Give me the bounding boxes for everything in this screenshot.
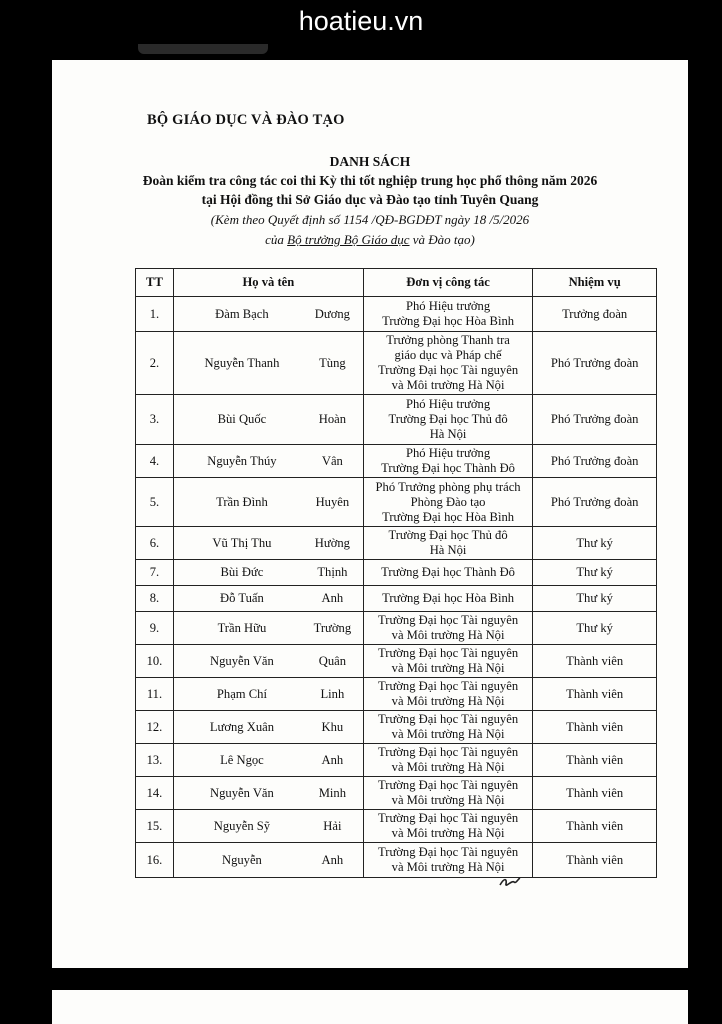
row-role: Trưởng đoàn [533,297,657,332]
name-wrap [176,654,361,669]
row-role: Phó Trưởng đoàn [533,332,657,395]
name-wrap [176,720,361,735]
row-unit [363,744,532,777]
given-name: Trường [313,620,352,635]
row-role: Thư ký [533,586,657,612]
table-row [136,527,657,560]
unit-line: Trường Đại học Tài nguyên [378,363,519,377]
family-name: Trần Hữu [217,620,267,635]
row-name [173,678,363,711]
unit-line: Hà Nội [429,427,467,441]
given-name: Anh [321,752,344,767]
unit-line: và Môi trường Hà Nội [391,826,505,840]
family-name: Trần Đình [216,494,268,509]
table-row [136,395,657,445]
row-name [173,527,363,560]
family-name: Nguyễn Sỹ [213,818,271,833]
given-name: Vân [321,453,343,468]
unit-line: giáo dục và Pháp chế [394,348,502,362]
header-unit: Đơn vị công tác [363,269,532,297]
name-wrap [176,819,361,834]
row-name [173,560,363,586]
header-tt: TT [136,269,174,297]
family-name: Lương Xuân [209,719,275,734]
issuer-line [52,230,688,250]
row-name [173,445,363,478]
name-wrap [176,495,361,510]
row-unit [363,777,532,810]
row-role: Thư ký [533,612,657,645]
row-unit [363,297,532,332]
row-unit [363,810,532,843]
given-name: Anh [321,591,344,605]
decision-reference [52,210,688,230]
decision-number: 1154 [343,212,369,227]
row-tt: 6. [136,527,174,560]
unit-line: và Môi trường Hà Nội [391,694,505,708]
given-name: Minh [318,785,347,800]
row-role: Thành viên [533,843,657,878]
unit-line: Trường Đại học Hòa Bình [382,314,515,328]
browser-top-bar [0,0,722,44]
name-wrap [176,307,361,322]
table-row [136,297,657,332]
unit-line: Phó Trưởng phòng phụ trách [375,479,521,494]
given-name: Anh [321,852,344,867]
unit-line: và Môi trường Hà Nội [391,628,505,642]
row-tt: 3. [136,395,174,445]
header-name: Họ và tên [173,269,363,297]
row-tt: 13. [136,744,174,777]
unit-line: Trường Đại học Tài nguyên [378,778,519,792]
row-role: Thành viên [533,678,657,711]
row-unit [363,645,532,678]
row-role: Thành viên [533,744,657,777]
row-unit [363,560,532,586]
row-tt: 15. [136,810,174,843]
given-name: Thịnh [317,565,348,579]
row-unit [363,843,532,878]
row-name [173,645,363,678]
row-unit [363,527,532,560]
issuer-underlined: Bộ trưởng Bộ Giáo dục [287,232,410,247]
family-name: Nguyễn [221,852,262,867]
row-unit [363,445,532,478]
row-name [173,478,363,527]
family-name: Nguyễn Thúy [207,453,277,468]
name-wrap [176,853,361,868]
name-wrap [176,412,361,427]
row-unit [363,478,532,527]
name-wrap [176,621,361,636]
table-row [136,777,657,810]
row-role: Thư ký [533,560,657,586]
unit-line: Trường Đại học Thành Đô [381,565,515,579]
row-tt: 16. [136,843,174,878]
given-name: Linh [320,686,345,701]
document-subtitle-1: Đoàn kiểm tra công tác coi thi Kỳ thi tốt nghiệp trung học phổ thông năm 2026 [142,173,598,188]
row-tt: 12. [136,711,174,744]
unit-line: Phó Hiệu trưởng [405,446,491,460]
name-wrap [176,536,361,551]
row-role: Thư ký [533,527,657,560]
table-row [136,560,657,586]
unit-line: Trường Đại học Thủ đô [388,528,508,542]
row-tt: 2. [136,332,174,395]
unit-line: và Môi trường Hà Nội [391,860,505,874]
name-wrap [176,591,361,606]
row-name [173,586,363,612]
given-name: Huyên [315,494,350,509]
row-name [173,810,363,843]
row-role: Phó Trưởng đoàn [533,478,657,527]
row-role: Thành viên [533,777,657,810]
row-name [173,612,363,645]
unit-line: Trường Đại học Tài nguyên [378,712,519,726]
unit-line: Trường Đại học Tài nguyên [378,845,519,859]
unit-line: Trường Đại học Thành Đô [381,461,515,475]
row-name [173,777,363,810]
row-unit [363,332,532,395]
header-role: Nhiệm vụ [533,269,657,297]
given-name: Hường [314,535,350,550]
family-name: Nguyễn Thanh [204,355,280,370]
row-unit [363,711,532,744]
given-name: Khu [321,719,344,734]
given-name: Hải [323,818,342,833]
next-page [52,990,688,1024]
unit-line: Trường Đại học Tài nguyên [378,646,519,660]
issuer-prefix: của [265,232,288,247]
tab-handle[interactable] [138,44,268,54]
row-tt: 7. [136,560,174,586]
family-name: Phạm Chí [216,686,267,701]
given-name: Hoàn [318,412,347,426]
table-row [136,586,657,612]
row-tt: 11. [136,678,174,711]
unit-line: Hà Nội [429,543,467,557]
row-tt: 14. [136,777,174,810]
table-row [136,744,657,777]
ministry-heading: BỘ GIÁO DỤC VÀ ĐÀO TẠO [147,112,345,128]
issuer-suffix: và Đào tạo) [409,232,475,247]
family-name: Nguyễn Văn [210,653,274,668]
row-name [173,395,363,445]
table-row [136,332,657,395]
family-name: Vũ Thị Thu [212,535,272,550]
unit-line: Trường Đại học Thủ đô [388,412,508,426]
decision-prefix: (Kèm theo Quyết định số [210,212,344,227]
table-row [136,612,657,645]
row-tt: 9. [136,612,174,645]
document-title: DANH SÁCH [329,154,411,169]
unit-line: Trưởng phòng Thanh tra [386,333,510,347]
name-wrap [176,356,361,371]
decision-suffix: /5/2026 [486,212,530,227]
unit-line: và Môi trường Hà Nội [391,760,505,774]
name-wrap [176,753,361,768]
unit-line: Trường Đại học Hòa Bình [382,591,515,605]
unit-line: và Môi trường Hà Nội [391,378,505,392]
table-row [136,810,657,843]
family-name: Đàm Bạch [215,306,269,321]
family-name: Bùi Quốc [217,412,267,426]
row-unit [363,586,532,612]
unit-line: Trường Đại học Tài nguyên [378,613,519,627]
document-page [52,60,688,968]
name-wrap [176,565,361,580]
decision-middle: /QĐ-BGDĐT ngày [368,212,474,227]
table-row [136,678,657,711]
row-tt: 10. [136,645,174,678]
table-row [136,711,657,744]
row-name [173,297,363,332]
table-row [136,645,657,678]
unit-line: Phòng Đào tạo [410,494,486,509]
row-tt: 8. [136,586,174,612]
roster-body [136,297,657,878]
row-tt: 5. [136,478,174,527]
row-role: Phó Trưởng đoàn [533,445,657,478]
family-name: Lê Ngọc [220,752,264,767]
row-tt: 1. [136,297,174,332]
table-row [136,445,657,478]
document-subtitle-2: tại Hội đồng thi Sở Giáo dục và Đào tạo tỉnh Tuyên Quang [201,192,539,207]
table-row [136,843,657,878]
unit-line: Phó Hiệu trưởng [405,299,491,313]
row-role: Thành viên [533,645,657,678]
given-name: Dương [314,306,350,321]
unit-line: Trường Đại học Tài nguyên [378,811,519,825]
row-unit [363,612,532,645]
table-row [136,478,657,527]
row-name [173,332,363,395]
row-name [173,843,363,878]
family-name: Đỗ Tuấn [220,591,264,605]
family-name: Bùi Đức [220,565,264,579]
family-name: Nguyễn Văn [210,785,274,800]
unit-line: và Môi trường Hà Nội [391,727,505,741]
name-wrap [176,786,361,801]
row-role: Thành viên [533,711,657,744]
unit-line: và Môi trường Hà Nội [391,661,505,675]
initial-signature-mark [498,876,522,890]
unit-line: Trường Đại học Tài nguyên [378,745,519,759]
table-header-row [136,269,657,297]
row-unit [363,395,532,445]
site-title[interactable]: hoatieu.vn [298,6,424,36]
row-unit [363,678,532,711]
row-tt: 4. [136,445,174,478]
given-name: Tùng [319,355,346,370]
unit-line: và Môi trường Hà Nội [391,793,505,807]
row-name [173,711,363,744]
unit-line: Phó Hiệu trưởng [405,397,491,411]
row-role: Phó Trưởng đoàn [533,395,657,445]
decision-day: 18 [473,212,487,227]
row-name [173,744,363,777]
row-role: Thành viên [533,810,657,843]
roster-table [135,268,657,878]
unit-line: Trường Đại học Tài nguyên [378,679,519,693]
name-wrap [176,454,361,469]
given-name: Quân [318,653,347,668]
unit-line: Trường Đại học Hòa Bình [382,509,515,524]
name-wrap [176,687,361,702]
